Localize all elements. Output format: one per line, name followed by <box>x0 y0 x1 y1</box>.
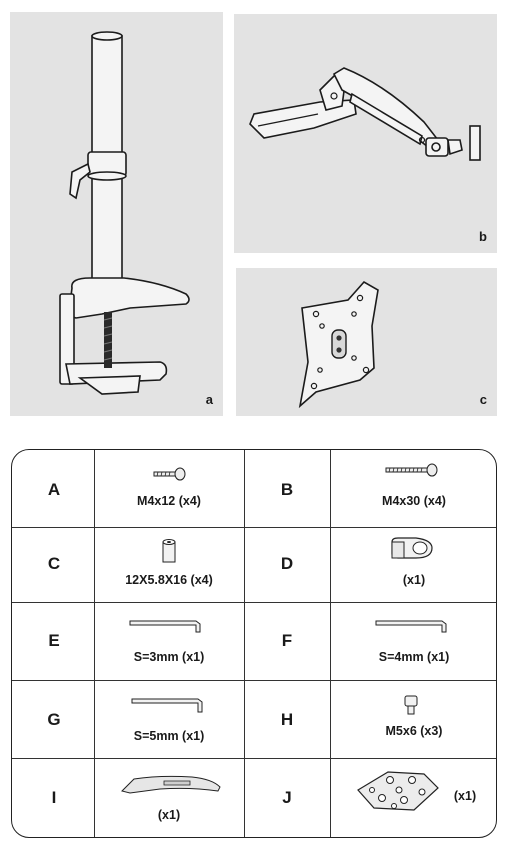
part-letter-e: E <box>48 631 60 650</box>
part-letter-d: D <box>280 554 294 573</box>
panel-label-a: a <box>205 392 213 407</box>
part-caption-b: M4x30 (x4) <box>382 494 446 508</box>
parts-list-table <box>11 449 497 838</box>
arm-illustration <box>234 14 497 253</box>
part-caption-h: M5x6 (x3) <box>385 724 443 738</box>
part-caption-d: (x1) <box>402 573 426 587</box>
short-screw-icon <box>150 466 190 482</box>
part-letter-f: F <box>281 631 293 650</box>
base-cover-icon <box>120 773 224 795</box>
part-letter-b: B <box>280 480 294 499</box>
part-caption-j: (x1) <box>453 789 477 803</box>
part-letter-c: C <box>47 554 61 573</box>
part-caption-a: M4x12 (x4) <box>137 494 201 508</box>
part-caption-i: (x1) <box>157 808 181 822</box>
long-screw-icon <box>384 462 440 478</box>
panel-label-b: b <box>479 229 487 244</box>
vesa-plate-illustration <box>236 268 497 416</box>
mounting-plate-icon <box>352 768 442 814</box>
pole-clamp-illustration <box>10 12 223 416</box>
hex-key-icon <box>128 618 204 634</box>
part-caption-c: 12X5.8X16 (x4) <box>125 573 213 587</box>
part-caption-e: S=3mm (x1) <box>133 650 205 664</box>
part-caption-f: S=4mm (x1) <box>378 650 450 664</box>
cable-clip-icon <box>388 536 438 564</box>
arm-panel <box>234 14 497 253</box>
vesa-plate-panel <box>236 268 497 416</box>
part-letter-g: G <box>47 710 61 729</box>
part-caption-g: S=5mm (x1) <box>133 729 205 743</box>
part-letter-j: J <box>282 788 292 807</box>
panel-label-c: c <box>479 392 487 407</box>
hex-key-icon <box>130 696 206 714</box>
part-letter-a: A <box>47 480 61 499</box>
thumb-screw-icon <box>400 694 422 716</box>
hex-key-icon <box>374 618 450 634</box>
part-letter-i: I <box>51 788 57 807</box>
spacer-icon <box>161 538 177 566</box>
pole-clamp-panel <box>10 12 223 416</box>
part-letter-h: H <box>280 710 294 729</box>
